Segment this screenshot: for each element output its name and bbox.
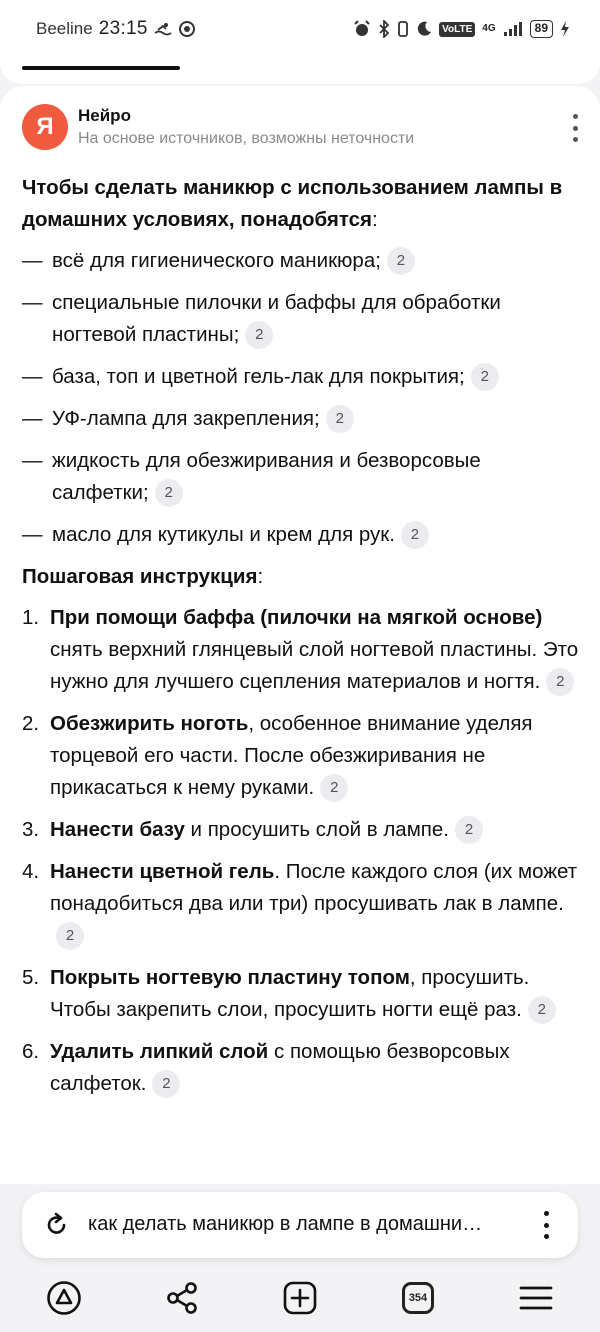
answer-content <box>22 172 582 1110</box>
tabs-count: 354 <box>402 1282 434 1314</box>
hamburger-icon <box>519 1284 553 1312</box>
more-options-icon[interactable] <box>568 114 582 142</box>
neuro-header <box>22 104 582 152</box>
plus-icon <box>283 1281 317 1315</box>
charging-icon <box>560 21 570 37</box>
source-badge[interactable]: 2 <box>471 363 499 391</box>
source-badge[interactable]: 2 <box>401 521 429 549</box>
swim-icon <box>154 22 172 36</box>
alice-button[interactable] <box>44 1278 84 1318</box>
content-fade <box>0 1156 600 1184</box>
neuro-answer-card <box>0 86 600 1184</box>
bluetooth-icon <box>378 20 390 38</box>
source-badge[interactable]: 2 <box>326 405 354 433</box>
source-badge[interactable]: 2 <box>245 321 273 349</box>
bottom-nav <box>0 1270 600 1332</box>
list-item: — база, топ и цветной гель-лак для покрытия; 2 <box>22 361 582 393</box>
share-button[interactable] <box>162 1278 202 1318</box>
source-badge[interactable]: 2 <box>155 479 183 507</box>
neuro-title: Нейро <box>78 106 131 125</box>
search-query[interactable]: как делать маникюр в лампе в домашни… <box>88 1213 483 1235</box>
list-item: — всё для гигиенического маникюра; 2 <box>22 245 582 277</box>
list-item: — УФ-лампа для закрепления; 2 <box>22 403 582 435</box>
source-badge[interactable]: 2 <box>528 996 556 1024</box>
app-notification-icon <box>178 20 196 38</box>
alarm-icon <box>353 20 371 38</box>
source-badge[interactable]: 2 <box>320 774 348 802</box>
reload-icon[interactable] <box>44 1212 70 1238</box>
steps-list <box>22 602 582 1100</box>
tab-strip <box>0 58 600 84</box>
avatar-letter: Я <box>36 113 54 140</box>
source-badge[interactable]: 2 <box>56 922 84 950</box>
vibrate-icon <box>397 20 409 38</box>
search-bar[interactable] <box>22 1192 578 1258</box>
source-badge[interactable]: 2 <box>152 1070 180 1098</box>
neuro-subtitle: На основе источников, возможны неточности <box>78 130 415 147</box>
new-tab-button[interactable] <box>280 1278 320 1318</box>
step-item: 1. При помощи баффа (пилочки на мягкой основе) снять верхний глянцевый слой ногтевой пластины. Это нужно для лучшего сцепления материалов и ногтя. 2 <box>22 602 582 698</box>
source-badge[interactable]: 2 <box>387 247 415 275</box>
step-item: 3. Нанести базу и просушить слой в лампе. 2 <box>22 814 582 846</box>
status-bar <box>0 0 600 58</box>
carrier-label: Beeline <box>36 19 93 38</box>
intro-bold: Чтобы сделать маникюр с использованием лампы в домашних условиях, понадобятся <box>22 176 563 231</box>
alice-icon <box>46 1280 82 1316</box>
source-badge[interactable]: 2 <box>455 816 483 844</box>
menu-button[interactable] <box>516 1278 556 1318</box>
step-item: 6. Удалить липкий слой с помощью безворсовых салфеток. 2 <box>22 1036 582 1100</box>
step-item: 2. Обезжирить ноготь, особенное внимание уделяя торцевой его части. После обезжиривания не прикасаться к нему руками. 2 <box>22 708 582 804</box>
tabs-button[interactable] <box>398 1278 438 1318</box>
clock: 23:15 <box>98 18 148 39</box>
signal-icon <box>503 21 523 37</box>
volte-badge: VoLTE <box>439 22 475 37</box>
share-icon <box>165 1281 199 1315</box>
source-badge[interactable]: 2 <box>546 668 574 696</box>
moon-icon <box>416 21 432 37</box>
battery-level: 89 <box>530 20 553 38</box>
answer-intro: Чтобы сделать маникюр с использованием лампы в домашних условиях, понадобятся: <box>22 176 563 231</box>
list-item: — специальные пилочки и баффы для обработки ногтевой пластины; 2 <box>22 287 582 351</box>
tab-indicator <box>22 66 180 70</box>
steps-title: Пошаговая инструкция: <box>22 565 264 588</box>
list-item: — масло для кутикулы и крем для рук. 2 <box>22 519 582 551</box>
search-menu-icon[interactable] <box>542 1211 550 1239</box>
neuro-avatar <box>22 104 68 150</box>
step-item: 5. Покрыть ногтевую пластину топом, просушить. Чтобы закрепить слои, просушить ногти ещё раз. 2 <box>22 962 582 1026</box>
network-type: 4G <box>482 23 496 34</box>
step-item: 4. Нанести цветной гель. После каждого слоя (их может понадобиться два или три) просушивать лак в лампе.2 <box>22 856 582 952</box>
list-item: — жидкость для обезжиривания и безворсовые салфетки; 2 <box>22 445 582 509</box>
